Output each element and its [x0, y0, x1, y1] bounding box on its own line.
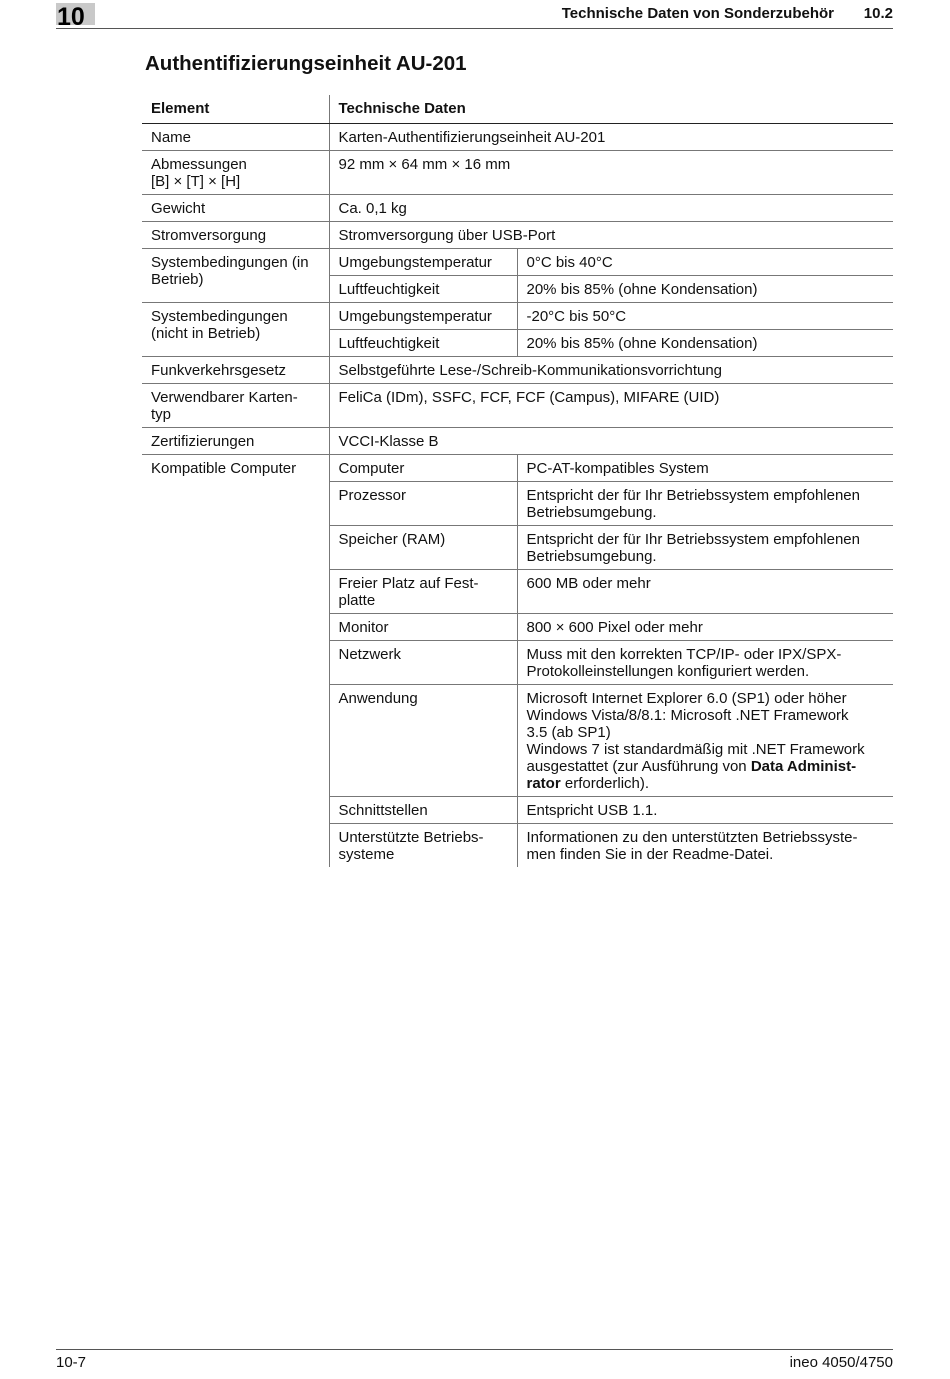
spec-table	[142, 95, 893, 867]
table-row	[142, 303, 893, 330]
label-line: Verwendbarer Karten-	[151, 389, 298, 406]
sub-label: Computer	[329, 455, 517, 482]
row-label: Systembedingungen (nicht in Betrieb)	[142, 303, 329, 357]
label-line: typ	[151, 406, 172, 423]
sub-label: Speicher (RAM)	[329, 526, 517, 570]
label-line: Unterstützte Betriebs-	[338, 829, 484, 846]
row-label	[142, 384, 329, 428]
table-row	[142, 124, 893, 151]
column-header-element: Element	[142, 95, 329, 124]
page-title: Authentifizierungseinheit AU-201	[145, 52, 467, 75]
sub-value	[517, 824, 893, 868]
row-value: 92 mm × 64 mm × 16 mm	[329, 151, 893, 195]
sub-label: Luftfeuchtigkeit	[329, 276, 517, 303]
value-text: erforderlich).	[560, 775, 650, 792]
product-name: Data Administ-	[750, 758, 857, 775]
row-value: Selbstgeführte Lese-/Schreib-Kommunikationsvorrichtung	[329, 357, 893, 384]
product-name-footer: ineo 4050/4750	[789, 1354, 893, 1371]
row-value: Stromversorgung über USB-Port	[329, 222, 893, 249]
sub-value: 800 × 600 Pixel oder mehr	[517, 614, 893, 641]
page-number: 10-7	[56, 1354, 87, 1371]
sub-label: Schnittstellen	[329, 797, 517, 824]
row-value: VCCI-Klasse B	[329, 428, 893, 455]
sub-value: Entspricht USB 1.1.	[517, 797, 893, 824]
value-line: men finden Sie in der Readme-Datei.	[526, 846, 774, 863]
table-row	[142, 455, 893, 482]
sub-label: Luftfeuchtigkeit	[329, 330, 517, 357]
label-line: platte	[338, 592, 376, 609]
sub-value: PC-AT-kompatibles System	[517, 455, 893, 482]
value-line	[527, 758, 886, 775]
table-row	[142, 222, 893, 249]
value-line: 3.5 (ab SP1)	[526, 724, 611, 741]
sub-label: Umgebungstemperatur	[329, 303, 517, 330]
value-line: Muss mit den korrekten TCP/IP- oder IPX/SPX-	[526, 646, 842, 663]
row-value: Ca. 0,1 kg	[329, 195, 893, 222]
table-header-row	[142, 95, 893, 124]
table-row	[142, 428, 893, 455]
table-row	[142, 357, 893, 384]
table-row	[142, 384, 893, 428]
sub-label: Netzwerk	[329, 641, 517, 685]
table-row	[142, 249, 893, 276]
label-line: systeme	[338, 846, 395, 863]
label-line: Abmessungen	[151, 156, 247, 173]
sub-value: 20% bis 85% (ohne Kondensation)	[517, 276, 893, 303]
value-line: Windows Vista/8/8.1: Microsoft .NET Framework	[526, 707, 849, 724]
sub-label: Prozessor	[329, 482, 517, 526]
value-line: Informationen zu den unterstützten Betriebssyste-	[526, 829, 858, 846]
sub-value: -20°C bis 50°C	[517, 303, 893, 330]
row-value: Karten-Authentifizierungseinheit AU-201	[329, 124, 893, 151]
table-row	[142, 195, 893, 222]
label-line: [B] × [T] × [H]	[151, 173, 241, 190]
sub-value: Entspricht der für Ihr Betriebssystem empfohlenen Betriebsumgebung.	[517, 482, 893, 526]
sub-label: Monitor	[329, 614, 517, 641]
sub-label: Anwendung	[329, 685, 517, 797]
value-line	[527, 775, 886, 792]
row-label	[142, 151, 329, 195]
value-line: Microsoft Internet Explorer 6.0 (SP1) oder höher	[526, 690, 847, 707]
running-header-section: 10.2	[863, 5, 893, 22]
row-label: Kompatible Computer	[151, 460, 297, 477]
label-line: Freier Platz auf Fest-	[338, 575, 479, 592]
footer-divider	[56, 1349, 893, 1350]
value-text: ausgestattet (zur Ausführung von	[526, 758, 751, 775]
sub-value: 600 MB oder mehr	[517, 570, 893, 614]
sub-label: Umgebungstemperatur	[329, 249, 517, 276]
row-label: Name	[142, 124, 329, 151]
row-label: Funkverkehrsgesetz	[142, 357, 329, 384]
row-label: Stromversorgung	[142, 222, 329, 249]
row-label: Gewicht	[142, 195, 329, 222]
sub-value: Entspricht der für Ihr Betriebssystem empfohlenen Betriebsumgebung.	[517, 526, 893, 570]
sub-value	[517, 685, 893, 797]
sub-value: 0°C bis 40°C	[517, 249, 893, 276]
table-row	[142, 151, 893, 195]
product-name: rator	[526, 775, 561, 792]
sub-label	[329, 570, 517, 614]
value-line: Protokolleinstellungen konfiguriert werden.	[526, 663, 810, 680]
sub-value: 20% bis 85% (ohne Kondensation)	[517, 330, 893, 357]
running-header-title: Technische Daten von Sonderzubehör	[561, 5, 834, 22]
chapter-number: 10	[57, 3, 85, 31]
column-header-data: Technische Daten	[329, 95, 893, 124]
sub-value	[517, 641, 893, 685]
row-value: FeliCa (IDm), SSFC, FCF, FCF (Campus), MIFARE (UID)	[329, 384, 893, 428]
row-label: Systembedingungen (in Betrieb)	[142, 249, 329, 303]
value-line: Windows 7 ist standardmäßig mit .NET Framework	[526, 741, 865, 758]
header-divider	[56, 28, 893, 29]
row-label: Zertifizierungen	[142, 428, 329, 455]
sub-label	[329, 824, 517, 868]
